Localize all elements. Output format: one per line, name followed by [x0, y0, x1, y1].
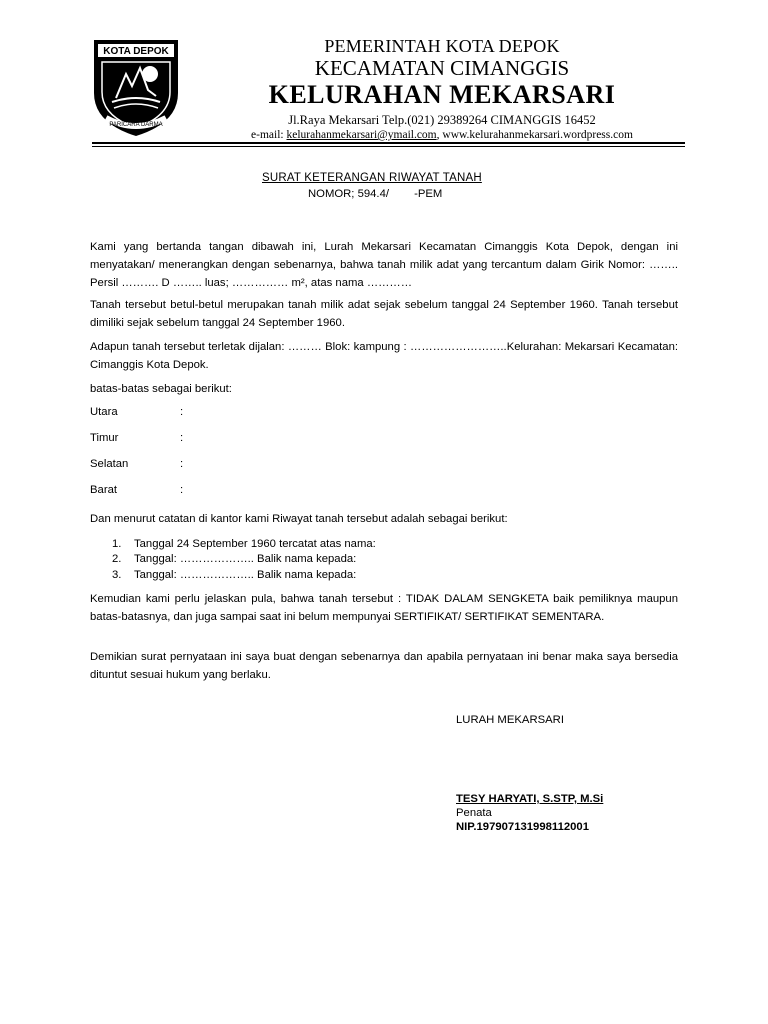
letterhead-rule-thin [92, 146, 685, 147]
document-title: SURAT KETERANGAN RIWAYAT TANAH [262, 172, 482, 184]
paragraph-ownership: Tanah tersebut betul-betul merupakan tanah milik adat sejak sebelum tanggal 24 September 1960. Tanah tersebut dimiliki sejak sebelum tanggal 24 September 1960. [90, 299, 678, 329]
paragraph-location: Adapun tanah tersebut terletak dijalan: ……… Blok: kampung : ……………………..Kelurahan: Mekarsari Kecamatan: Cimanggis Kota Depok. [90, 341, 678, 371]
svg-text:PARICARA DARMA: PARICARA DARMA [109, 122, 163, 128]
government-name: PEMERINTAH KOTA DEPOK [324, 36, 560, 56]
history-text: Tanggal: ……………….. Balik nama kepada: [134, 569, 357, 581]
paragraph-no-dispute: Kemudian kami perlu jelaskan pula, bahwa tanah tersebut : TIDAK DALAM SENGKETA baik pemiliknya maupun batas-batasnya, dan juga sampai saat ini belum mempunyai SERTIFIKAT/ SERTIFIKAT SEMENTARA. [90, 593, 678, 623]
history-item [112, 536, 376, 552]
letterhead-text [232, 36, 652, 142]
boundary-south [90, 458, 183, 470]
boundary-colon: : [180, 406, 184, 418]
boundary-east [90, 432, 183, 444]
letterhead-rule-thick [92, 142, 685, 144]
history-text: Tanggal 24 September 1960 tercatat atas nama: [134, 538, 376, 550]
boundary-label: Selatan [90, 458, 129, 470]
email-link[interactable]: kelurahanmekarsari@ymail.com [286, 129, 437, 141]
office-address: Jl.Raya Mekarsari Telp.(021) 29389264 CIMANGGIS 16452 [288, 113, 596, 127]
paragraph-history-intro: Dan menurut catatan di kantor kami Riwayat tanah tersebut adalah sebagai berikut: [90, 513, 508, 525]
signatory-name: TESY HARYATI, S.STP, M.Si [456, 793, 604, 805]
email-label: e-mail: [251, 129, 287, 141]
contact-line [232, 128, 652, 142]
kota-depok-emblem-icon [92, 38, 180, 138]
kota-depok-logo [92, 38, 180, 138]
boundary-colon: : [180, 432, 184, 444]
boundary-label: Timur [90, 432, 119, 444]
signatory-rank: Penata [456, 807, 492, 819]
history-item [112, 567, 356, 583]
document-number: NOMOR; 594.4/ -PEM [308, 188, 443, 200]
district-name: KECAMATAN CIMANGGIS [314, 56, 570, 80]
village-name: KELURAHAN MEKARSARI [268, 80, 616, 109]
svg-text:KOTA DEPOK: KOTA DEPOK [103, 46, 169, 57]
boundary-label: Barat [90, 484, 118, 496]
boundary-north [90, 406, 183, 418]
boundary-colon: : [180, 458, 184, 470]
paragraph-statement: Kami yang bertanda tangan dibawah ini, Lurah Mekarsari Kecamatan Cimanggis Kota Depok, dengan ini menyatakan/ menerangkan dengan sebenarnya, bahwa tanah milik adat yang tercantum dalam Girik Nomor: …….. Persil ………. D …….. luas; …………… m², atas nama ………… [90, 241, 678, 289]
history-number: 3. [112, 569, 122, 581]
history-item [112, 551, 356, 567]
website-text: , www.kelurahanmekarsari.wordpress.com [436, 129, 633, 141]
boundary-label: Utara [90, 406, 118, 418]
paragraph-boundaries-intro: batas-batas sebagai berikut: [90, 383, 232, 395]
paragraph-closing: Demikian surat pernyataan ini saya buat dengan sebenarnya dan apabila pernyataan ini benar maka saya bersedia dituntut sesuai hukum yang berlaku. [90, 651, 678, 681]
boundary-colon: : [180, 484, 184, 496]
signatory-nip: NIP.197907131998112001 [456, 821, 589, 833]
letterhead [0, 0, 768, 140]
boundary-west [90, 484, 183, 496]
history-number: 2. [112, 553, 122, 565]
history-text: Tanggal: ……………….. Balik nama kepada: [134, 553, 357, 565]
signature-office: LURAH MEKARSARI [456, 714, 564, 726]
history-number: 1. [112, 538, 122, 550]
